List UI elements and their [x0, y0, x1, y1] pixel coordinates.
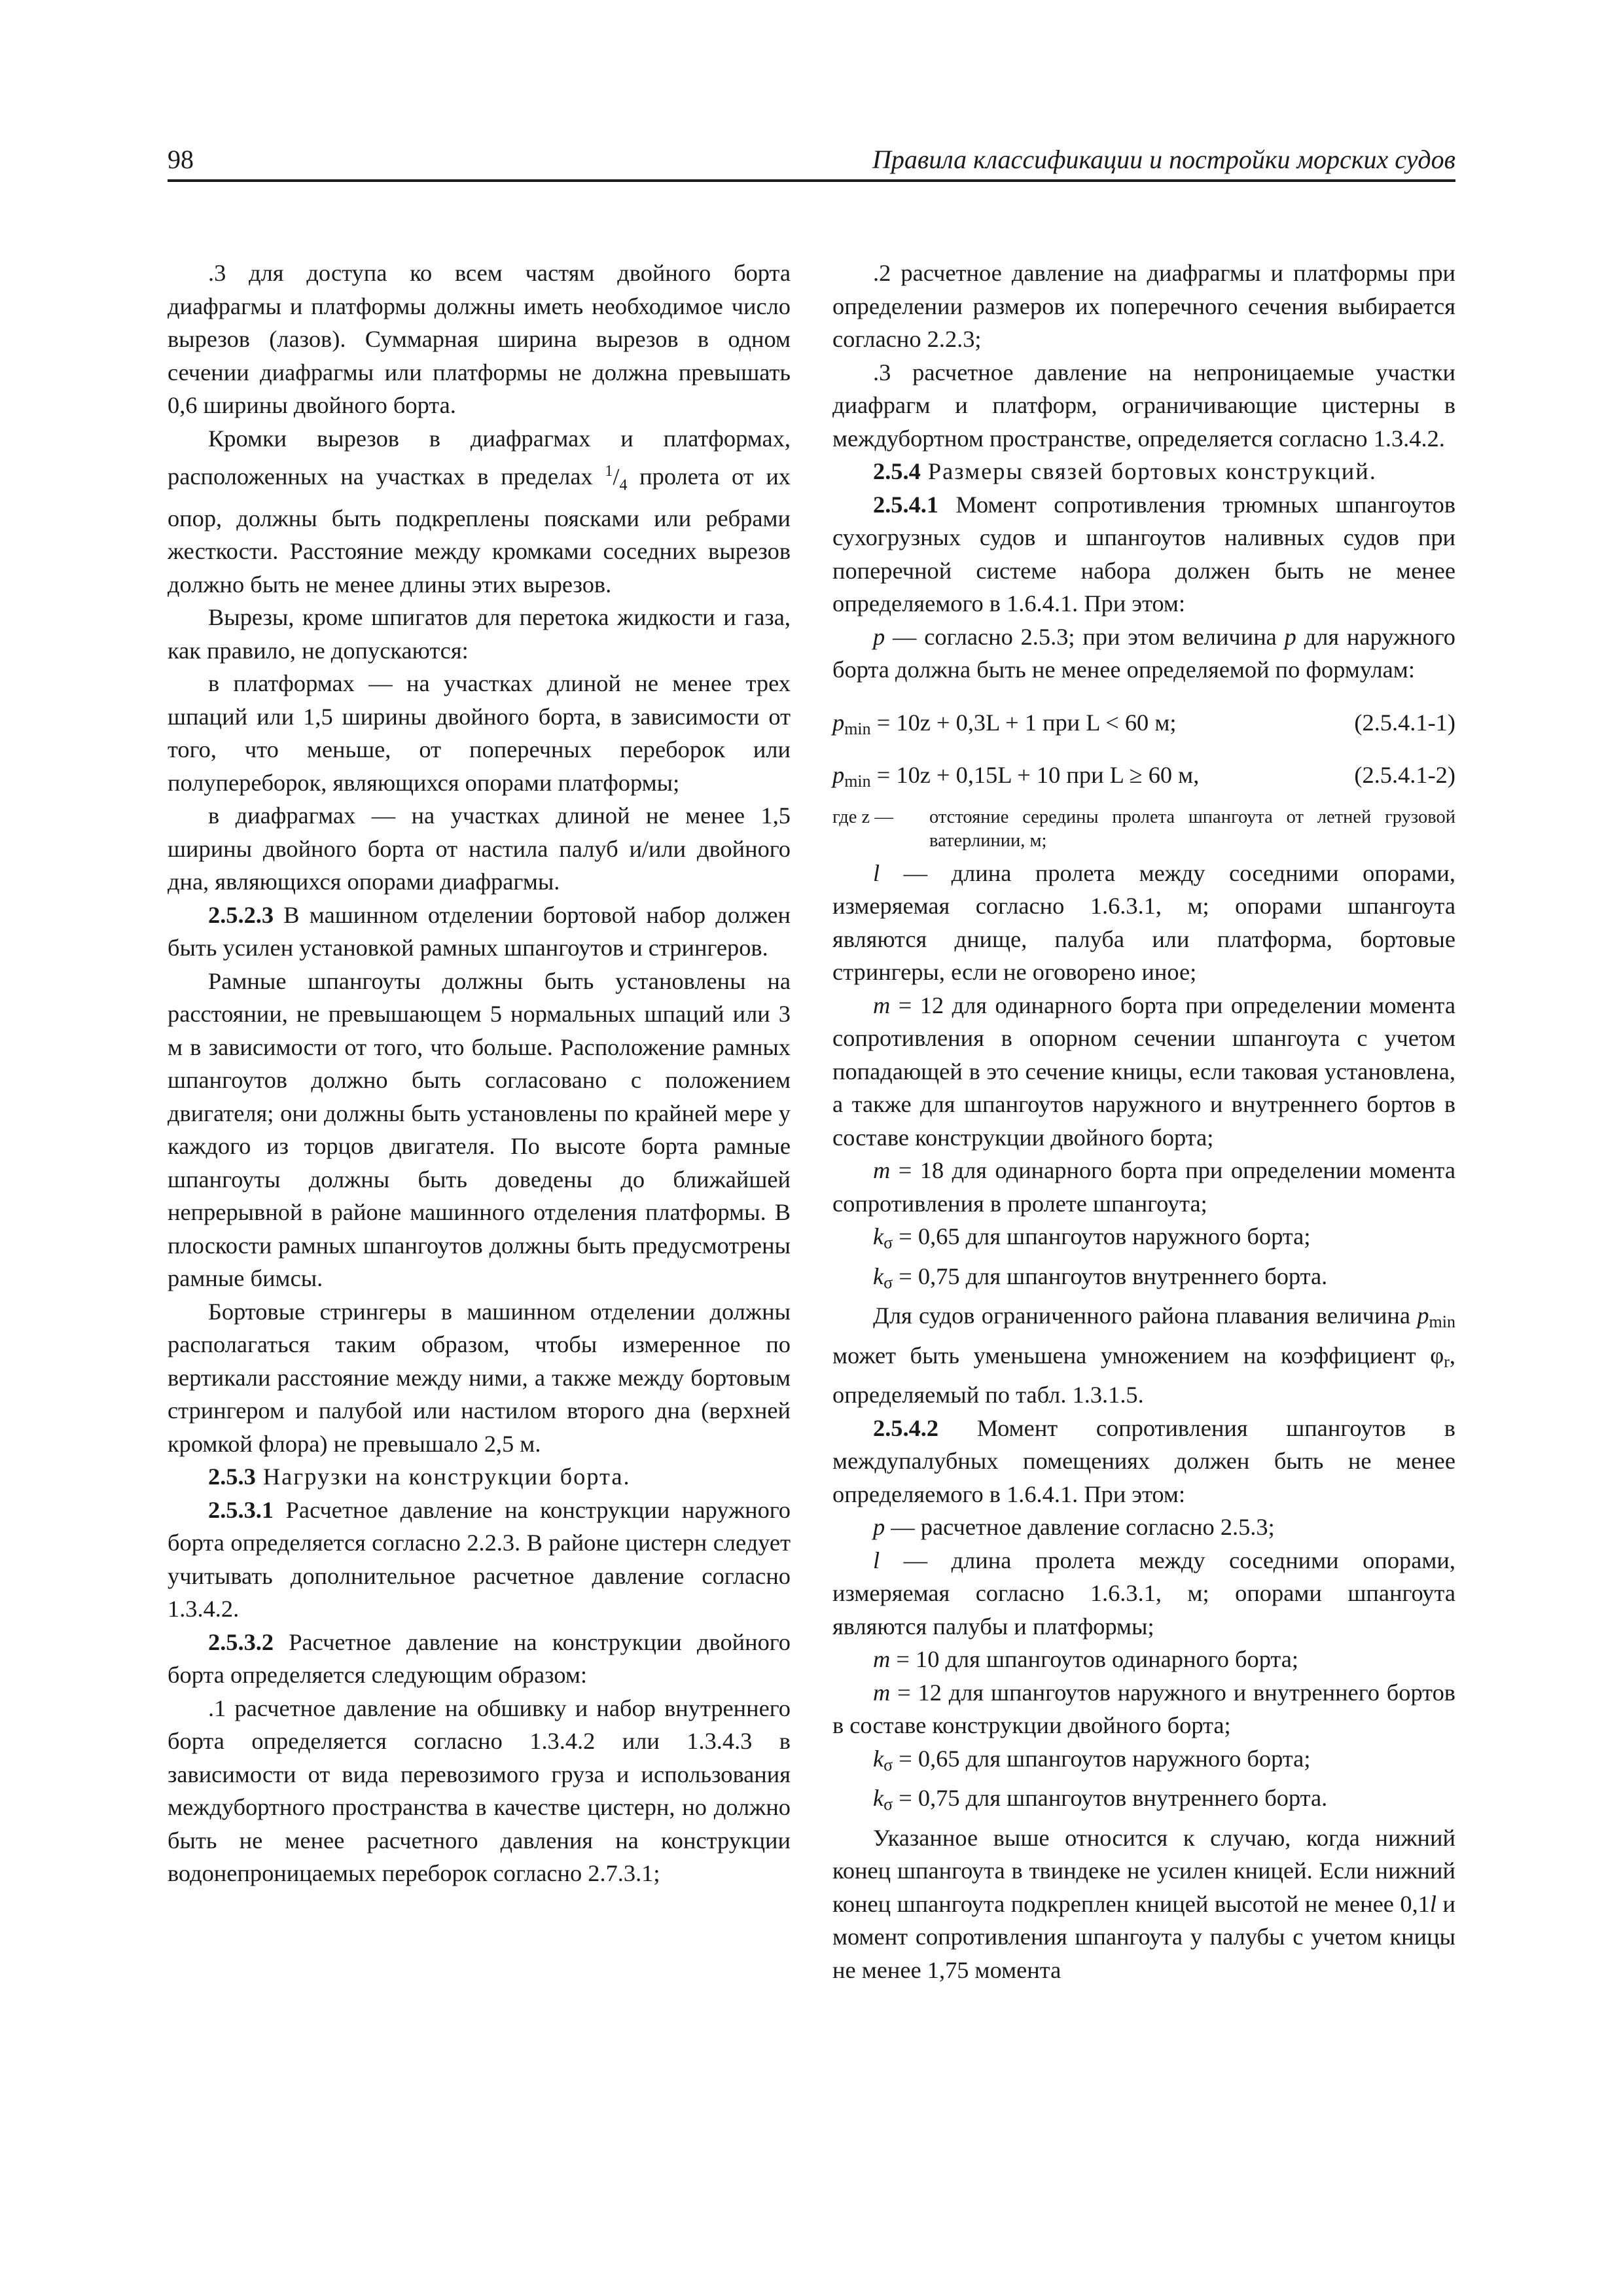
- right-column: [832, 257, 1455, 1986]
- paragraph: $k_\sigma = 0,65$ для шпангоутов наружного борта;: [873, 1223, 1311, 1252]
- section-paragraph: 2.5.2.3 В машинном отделении бортовой набор должен быть усилен установкой рамных шпангоутов и стрингеров.: [168, 901, 791, 961]
- section-paragraph: 2.5.3.2 Расчетное давление на конструкции двойного борта определяется следующим образом:: [168, 1628, 791, 1689]
- left-column: [168, 257, 791, 1890]
- page-number: 98: [168, 145, 194, 174]
- paragraph: $k_\sigma = 0,75$ для шпангоутов внутреннего борта.: [873, 1785, 1328, 1814]
- paragraph: в платформах — на участках длиной не менее трех шпаций или 1,5 ширины двойного борта, в зависимости от того, что меньше, от поперечных переборок или полупереборок, являющихся опорами платформы;: [168, 670, 791, 796]
- paragraph: m = 10 для шпангоутов одинарного борта;: [873, 1646, 1299, 1672]
- formula-number: (2.5.4.1-1): [1354, 709, 1455, 736]
- paragraph: m = 12 для шпангоутов наружного и внутреннего бортов в составе конструкции двойного борта;: [832, 1679, 1455, 1738]
- paragraph: .3 расчетное давление на непроницаемые участки диафрагм и платформ, ограничивающие цистерны в междубортном пространстве, определяется согласно 1.3.4.2.: [832, 359, 1455, 452]
- paragraph: $k_\sigma = 0,65$ для шпангоутов наружного борта;: [873, 1745, 1311, 1774]
- paragraph: .3 для доступа ко всем частям двойного борта диафрагмы и платформы должны иметь необходимое число вырезов (лазов). Суммарная ширина вырезов в одном сечении диафрагмы или платформы не должна превышать 0,6 ширины двойного борта.: [168, 260, 791, 418]
- paragraph: Вырезы, кроме шпигатов для перетока жидкости и газа, как правило, не допускаются:: [168, 604, 791, 664]
- running-title: Правила классификации и постройки морских судов: [872, 145, 1455, 174]
- paragraph: Указанное выше относится к случаю, когда нижний конец шпангоута в твиндеке не усилен кницей. Если нижний конец шпангоута подкреплен кницей высотой не менее 0,1l и момент сопротивления шпангоута у палубы с учетом кницы не менее 1,75 момента: [832, 1824, 1455, 1983]
- section-number: 2.5.3.1: [208, 1496, 274, 1523]
- paragraph: Кромки вырезов в диафрагмах и платформах, расположенных на участках в пределах $^1/_4$ пролета от их опор, должны быть подкреплены поясками или ребрами жесткости. Расстояние между кромками соседних вырезов должно быть не менее длины этих вырезов.: [168, 425, 791, 598]
- paragraph: Рамные шпангоуты должны быть установлены на расстоянии, не превышающем 5 нормальных шпаций или 3 м в зависимости от того, что больше. Расположение рамных шпангоутов должно быть согласовано с положением двигателя; они должны быть установлены по крайней мере у каждого из торцов двигателя. По высоте борта рамные шпангоуты должны быть доведены до ближайшей непрерывной в районе машинного отделения платформы. В плоскости рамных шпангоутов должны быть предусмотрены рамные бимсы.: [168, 967, 791, 1292]
- section-heading: 2.5.3 Нагрузки на конструкции борта.: [208, 1463, 631, 1490]
- section-number: 2.5.4: [873, 458, 921, 484]
- paragraph: .2 расчетное давление на диафрагмы и платформы при определении размеров их поперечного сечения выбирается согласно 2.2.3;: [832, 260, 1455, 352]
- fraction-quarter: $^1/_4$: [605, 463, 628, 494]
- section-number: 2.5.3: [208, 1463, 256, 1490]
- section-number: 2.5.2.3: [208, 901, 274, 928]
- paragraph: .1 расчетное давление на обшивку и набор внутреннего борта определяется согласно 1.3.4.2 или 1.3.4.3 в зависимости от вида перевозимого груза и использования междубортного пространства в качестве цистерн, но должно быть не менее расчетного давления на конструкции водонепроницаемых переборок согласно 2.7.3.1;: [168, 1695, 791, 1887]
- paragraph: l — длина пролета между соседними опорами, измеряемая согласно 1.6.3.1, м; опорами шпангоута являются днище, палуба или платформа, бортовые стрингеры, если не оговорено иное;: [832, 859, 1455, 985]
- paragraph: l — длина пролета между соседними опорами, измеряемая согласно 1.6.3.1, м; опорами шпангоута являются палубы и платформы;: [832, 1547, 1455, 1640]
- paragraph: m = 18 для одинарного борта при определении момента сопротивления в пролете шпангоута;: [832, 1157, 1455, 1217]
- formula-legend: где z — отстояние середины пролета шпангоута от летней грузовой ватерлинии, м;: [832, 806, 1455, 851]
- paragraph: Для судов ограниченного района плавания величина $p_{min}$ может быть уменьшена умножением на коэффициент $\varphi_r$, определяемый по табл. 1.3.1.5.: [832, 1302, 1455, 1408]
- section-number: 2.5.3.2: [208, 1628, 274, 1655]
- formula-number: (2.5.4.1-2): [1354, 761, 1455, 788]
- paragraph: p — расчетное давление согласно 2.5.3;: [873, 1514, 1275, 1540]
- formula-2: $p_{min} = 10z + 0,15L + 10$ при L ≥ 60 м, (2.5.4.1-2): [832, 759, 1455, 791]
- paragraph: p — согласно 2.5.3; при этом величина p для наружного борта должна быть не менее определяемой по формулам:: [832, 623, 1455, 683]
- formula-1: $p_{min} = 10z + 0,3L + 1$ при L < 60 м; (2.5.4.1-1): [832, 706, 1455, 739]
- section-paragraph: 2.5.3.1 Расчетное давление на конструкции наружного борта определяется согласно 2.2.3. В районе цистерн следует учитывать дополнительное расчетное давление согласно 1.3.4.2.: [168, 1496, 791, 1623]
- paragraph: $k_\sigma = 0,75$ для шпангоутов внутреннего борта.: [873, 1263, 1328, 1292]
- paragraph: m = 12 для одинарного борта при определении момента сопротивления в опорном сечении шпангоута с учетом попадающей в это сечение кницы, если таковая установлена, а также для шпангоутов наружного и внутреннего бортов в составе конструкции двойного борта;: [832, 992, 1455, 1151]
- paragraph: в диафрагмах — на участках длиной не менее 1,5 ширины двойного борта от настила палуб и/или двойного дна, являющихся опорами диафрагмы.: [168, 802, 791, 895]
- page-header: [168, 139, 1455, 182]
- section-paragraph: 2.5.4.1 Момент сопротивления трюмных шпангоутов сухогрузных судов и шпангоутов наливных судов при поперечной системе набора должен быть не менее определяемого в 1.6.4.1. При этом:: [832, 491, 1455, 617]
- section-paragraph: 2.5.4.2 Момент сопротивления шпангоутов в междупалубных помещениях должен быть не менее определяемого в 1.6.4.1. При этом:: [832, 1414, 1455, 1507]
- paragraph: Бортовые стрингеры в машинном отделении должны располагаться таким образом, чтобы измеренное по вертикали расстояние между ними, а также между бортовым стрингером и палубой или настилом второго дна (верхней кромкой флора) не превышало 2,5 м.: [168, 1298, 791, 1457]
- section-heading: 2.5.4 Размеры связей бортовых конструкций.: [873, 458, 1377, 484]
- section-number: 2.5.4.1: [873, 491, 939, 518]
- section-number: 2.5.4.2: [873, 1414, 939, 1441]
